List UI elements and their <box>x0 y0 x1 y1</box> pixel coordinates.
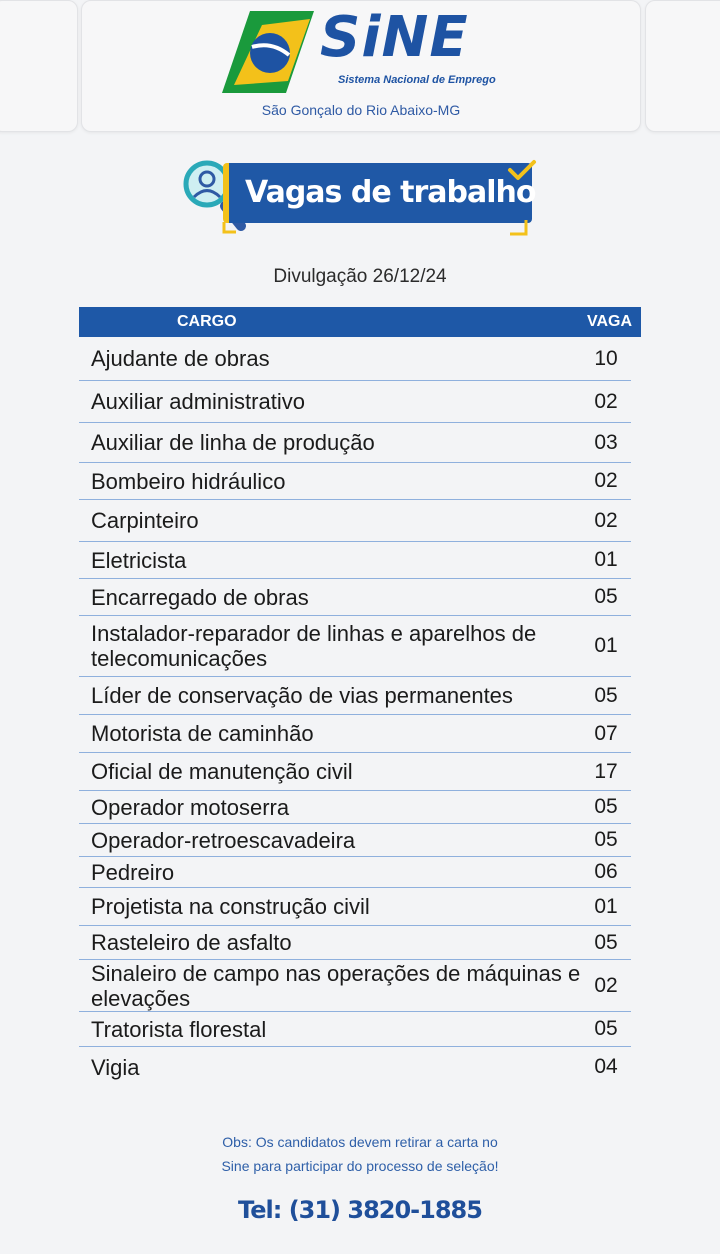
cargo-cell: Rasteleiro de asfalto <box>91 930 292 955</box>
vaga-cell: 01 <box>594 548 618 571</box>
header-vaga: VAGA <box>587 313 633 330</box>
table-header <box>79 307 641 337</box>
vaga-cell: 01 <box>594 634 618 657</box>
cargo-cell: Instalador-reparador de linhas e aparelhos de telecomunicações <box>91 621 537 671</box>
corner-bracket-icon <box>508 218 530 236</box>
cargo-cell: Ajudante de obras <box>91 346 270 371</box>
observation-line: Obs: Os candidatos devem retirar a carta no <box>222 1134 498 1150</box>
cargo-cell: Auxiliar administrativo <box>91 389 305 414</box>
table-row <box>79 926 631 960</box>
vaga-cell: 02 <box>594 973 618 997</box>
table-row <box>79 1047 631 1087</box>
vaga-cell: 17 <box>594 759 618 783</box>
vaga-cell: 05 <box>594 1017 618 1040</box>
corner-bracket-icon <box>222 220 238 234</box>
cargo-cell: Líder de conservação de vias permanentes <box>91 683 513 708</box>
observation-note <box>0 1130 720 1178</box>
cargo-cell: Auxiliar de linha de produção <box>91 430 375 455</box>
vaga-cell: 05 <box>594 828 618 851</box>
table-row <box>79 337 631 381</box>
cargo-cell: Tratorista florestal <box>91 1016 267 1042</box>
table-row <box>79 579 631 616</box>
observation-line: Sine para participar do processo de seleção! <box>221 1158 499 1174</box>
location-label: São Gonçalo do Rio Abaixo-MG <box>261 102 461 118</box>
table-row <box>79 542 631 579</box>
vaga-cell: 05 <box>594 930 618 954</box>
vaga-cell: 02 <box>594 469 618 492</box>
vaga-cell: 05 <box>594 683 618 707</box>
cargo-cell: Pedreiro <box>91 859 175 885</box>
header-card-right <box>645 0 720 132</box>
brazil-flag-icon <box>222 11 314 93</box>
cargo-cell: Motorista de caminhão <box>91 721 314 746</box>
cargo-cell: Vigia <box>91 1054 140 1080</box>
cargo-cell: Carpinteiro <box>91 508 199 533</box>
vaga-cell: 07 <box>594 721 618 745</box>
cargo-cell: Encarregado de obras <box>91 584 309 610</box>
table-row <box>79 616 631 677</box>
cargo-cell: Sinaleiro de campo nas operações de máquinas e elevações <box>91 960 581 1011</box>
vaga-cell: 01 <box>594 894 618 918</box>
cargo-cell: Projetista na construção civil <box>91 894 370 919</box>
cargo-cell: Operador motoserra <box>91 794 290 820</box>
vaga-cell: 05 <box>594 585 618 608</box>
brand-subtitle: Sistema Nacional de Emprego <box>338 74 496 86</box>
vaga-cell: 03 <box>594 430 618 454</box>
cargo-cell: Eletricista <box>91 547 187 573</box>
table-row <box>79 1012 631 1047</box>
vaga-cell: 04 <box>594 1055 618 1078</box>
title-banner <box>223 163 536 223</box>
table-row <box>79 857 631 888</box>
brand-name: SiNE <box>320 5 469 70</box>
table-row <box>79 381 631 423</box>
cargo-cell: Bombeiro hidráulico <box>91 468 286 494</box>
vaga-cell: 02 <box>594 389 618 413</box>
table-row <box>79 715 631 753</box>
table-row <box>79 960 631 1012</box>
table-row <box>79 753 631 791</box>
vaga-cell: 10 <box>594 346 618 370</box>
vaga-cell: 05 <box>594 795 618 818</box>
table-row <box>79 824 631 857</box>
table-row <box>79 791 631 824</box>
table-row <box>79 888 631 926</box>
vaga-cell: 06 <box>594 860 618 883</box>
cargo-cell: Oficial de manutenção civil <box>91 759 353 784</box>
header-cargo: CARGO <box>177 313 237 330</box>
banner-title: Vagas de trabalho <box>245 175 536 210</box>
header-card-left <box>0 0 78 132</box>
cargo-cell: Operador-retroescavadeira <box>91 827 356 853</box>
publication-date: Divulgação 26/12/24 <box>273 266 447 287</box>
header-card <box>81 0 641 132</box>
table-row <box>79 677 631 715</box>
table-row <box>79 423 631 463</box>
table-row <box>79 500 631 542</box>
sine-logo <box>222 5 512 93</box>
check-icon <box>506 158 538 182</box>
table-row <box>79 463 631 500</box>
phone-number: Tel: (31) 3820-1885 <box>238 1196 482 1224</box>
table-body <box>79 337 641 1087</box>
jobs-table <box>79 307 641 1087</box>
vaga-cell: 02 <box>594 508 618 532</box>
